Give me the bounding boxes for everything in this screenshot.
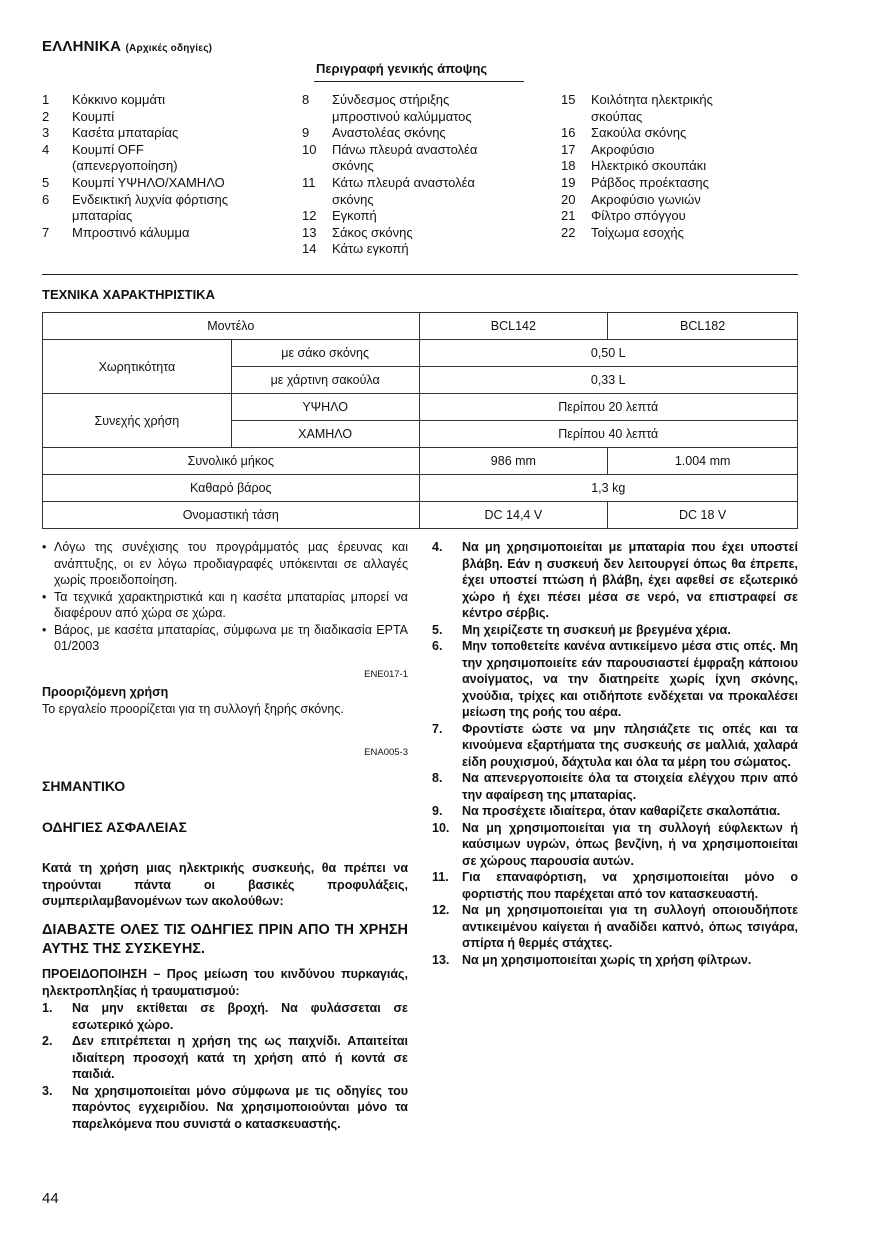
specs-title: ΤΕΧΝΙΚΑ ΧΑΡΑΚΤΗΡΙΣΤΙΚΑ: [42, 287, 215, 302]
part-item: 15 Κοιλότητα ηλεκτρικής σκούπας: [561, 92, 713, 124]
part-item: 2 Κουμπί: [42, 108, 115, 124]
parts-column-3: [561, 92, 798, 241]
part-item: 6 Ενδεικτική λυχνία φόρτισης μπαταρίας: [42, 191, 229, 224]
list-item: • Βάρος, με κασέτα μπαταρίας, σύμφωνα με τη διαδικασία EPTA 01/2003: [42, 622, 408, 653]
part-item: 11 Κάτω πλευρά αναστολέα σκόνης: [302, 174, 475, 207]
notes-list: [42, 539, 408, 655]
voltage-label: Ονομαστική τάση: [43, 502, 420, 529]
model-b: BCL182: [608, 313, 798, 340]
part-item: 16 Σακούλα σκόνης: [561, 125, 687, 141]
table-row: [43, 394, 798, 421]
warning-text: ΠΡΟΕΙΔΟΠΟΙΗΣΗ – Προς μείωση του κινδύνου πυρκαγιάς, ηλεκτροπληξίας ή τραυματισμού:: [42, 967, 408, 998]
list-item: • Λόγω της συνέχισης του προγράμματός μας έρευνας και ανάπτυξης, οι εν λόγω προδιαγραφές υπόκεινται σε αλλαγές χωρίς προειδοποίηση.: [42, 540, 408, 587]
part-item: 9 Αναστολέας σκόνης: [302, 125, 446, 141]
length-label: Συνολικό μήκος: [43, 448, 420, 475]
high-value: Περίπου 20 λεπτά: [419, 394, 797, 421]
overview-underline: [314, 81, 524, 82]
language-title: ΕΛΛΗΝΙΚΑ: [42, 38, 122, 55]
capacity-bag-label: με σάκο σκόνης: [231, 340, 419, 367]
part-item: 22 Τοίχωμα εσοχής: [561, 224, 684, 240]
part-item: 17 Ακροφύσιο: [561, 141, 655, 157]
part-item: 5 Κουμπί ΥΨΗΛΟ/ΧΑΜΗΛΟ: [42, 174, 225, 190]
list-item: • Τα τεχνικά χαρακτηριστικά και η κασέτα μπαταρίας μπορεί να διαφέρουν από χώρα σε χώρα.: [42, 589, 408, 620]
part-item: 8 Σύνδεσμος στήριξης μπροστινού καλύμματος: [302, 92, 472, 124]
list-item: 10. Να μη χρησιμοποιείται για τη συλλογή εύφλεκτων ή καύσιμων υγρών, όπως βενζίνη, ή να χρησιμοποιείται σε χώρους παρουσία αυτών.: [432, 820, 798, 868]
list-item: 5. Μη χειρίζεστε τη συσκευή με βρεγμένα χέρια.: [432, 622, 731, 637]
important-heading: ΣΗΜΑΝΤΙΚΟ: [42, 778, 126, 794]
part-item: 7 Μπροστινό κάλυμμα: [42, 224, 190, 240]
part-item: 14 Κάτω εγκοπή: [302, 241, 409, 257]
part-item: 18 Ηλεκτρικό σκουπάκι: [561, 158, 707, 174]
safety-intro: Κατά τη χρήση μιας ηλεκτρικής συσκευής, θα πρέπει να τηρούνται πάντα οι βασικές προφυλάξεις, συμπεριλαμβανομένων των ακολούθων:: [42, 861, 408, 908]
list-item: 7. Φροντίστε ώστε να μην πλησιάζετε τις οπές και τα κινούμενα εξαρτήματα της συσκευής σε μαλλιά, χαλαρά είδη ρουχισμού, δάχτυλα και όλα τα μέρη του σώματος.: [432, 721, 798, 769]
part-item: 19 Ράβδος προέκτασης: [561, 174, 709, 190]
model-label: Μοντέλο: [43, 313, 420, 340]
list-item: 12. Να μη χρησιμοποιείται για τη συλλογή οποιουδήποτε αντικειμένου καίγεται ή αναδίδει καπνό, όπως τσιγάρα, σπίρτα ή θερμές στάχτες.: [432, 903, 798, 950]
intended-use: [42, 684, 408, 717]
list-item: 9. Να προσέχετε ιδιαίτερα, όταν καθαρίζετε σκαλοπάτια.: [432, 804, 781, 818]
language-heading: [42, 38, 212, 55]
part-item: 21 Φίλτρο σπόγγου: [561, 208, 686, 224]
language-subtitle: (Αρχικές οδηγίες): [125, 43, 213, 54]
table-row: [43, 448, 798, 475]
part-item: 10 Πάνω πλευρά αναστολέα σκόνης: [302, 141, 478, 174]
capacity-paper-label: με χάρτινη σακούλα: [231, 367, 419, 394]
capacity-label: Χωρητικότητα: [43, 340, 232, 394]
intended-title: Προοριζόμενη χρήση: [42, 685, 169, 699]
overview-title: Περιγραφή γενικής άποψης: [316, 61, 488, 76]
doc-code: ENE017-1: [364, 669, 408, 680]
voltage-a: DC 14,4 V: [419, 502, 608, 529]
low-label: ΧΑΜΗΛΟ: [231, 421, 419, 448]
page-number: 44: [42, 1190, 59, 1207]
part-item: 4 Κουμπί OFF (απενεργοποίηση): [42, 141, 178, 174]
voltage-b: DC 18 V: [608, 502, 798, 529]
list-item: 6. Μην τοποθετείτε κανένα αντικείμενο μέσα στις οπές. Μη την χρησιμοποιείτε εάν παρουσιαστεί έμφραξη κάποιου ανοίγματος, να την διατηρείτε χωρίς ίχνη σκόνης, χνούδια, τρίχες και οτιδήποτε ενδέχεται να προκαλέσει μείωση της ροής του αέρα.: [432, 639, 798, 719]
list-item: 3. Να χρησιμοποιείται μόνο σύμφωνα με τις οδηγίες του παρόντος εγχειριδίου. Να χρησιμοποιούνται μόνο τα παρελκόμενα που συνιστά ο κατασκευαστής.: [42, 1083, 408, 1131]
list-item: 2. Δεν επιτρέπεται η χρήση της ως παιχνίδι. Απαιτείται ιδιαίτερη προσοχή κατά τη χρήση από ή κοντά σε παιδιά.: [42, 1034, 408, 1081]
list-item: 11. Για επαναφόρτιση, να χρησιμοποιείται μόνο ο φορτιστής που παρέχεται από τον κατασκευαστή.: [432, 870, 798, 901]
doc-code: ENA005-3: [364, 747, 408, 758]
weight-value: 1,3 kg: [419, 475, 797, 502]
list-item: 4. Να μη χρησιμοποιείται με μπαταρία που έχει υποστεί βλάβη. Εάν η συσκευή δεν λειτουργεί όπως θα έπρεπε, έχει υποστεί πτώση ή βλάβη, έχει αφεθεί σε εξωτερικό χώρο ή έχει πέσει μέσα σε νερό, να επιστραφεί σε κέντρο σέρβις.: [432, 540, 798, 620]
table-row: [43, 502, 798, 529]
capacity-paper-value: 0,33 L: [419, 367, 797, 394]
capacity-bag-value: 0,50 L: [419, 340, 797, 367]
length-b: 1.004 mm: [608, 448, 798, 475]
continuous-label: Συνεχής χρήση: [43, 394, 232, 448]
read-all-heading: ΔΙΑΒΑΣΤΕ ΟΛΕΣ ΤΙΣ ΟΔΗΓΙΕΣ ΠΡΙΝ ΑΠΟ ΤΗ ΧΡΗΣΗ ΑΥΤΗΣ ΤΗΣ ΣΥΣΚΕΥΗΣ.: [42, 922, 408, 957]
low-value: Περίπου 40 λεπτά: [419, 421, 797, 448]
length-a: 986 mm: [419, 448, 608, 475]
specs-table: [42, 312, 798, 529]
weight-label: Καθαρό βάρος: [43, 475, 420, 502]
list-item: 8. Να απενεργοποιείτε όλα τα στοιχεία ελέγχου πριν από την αφαίρεση της μπαταρίας.: [432, 771, 798, 802]
part-item: 13 Σάκος σκόνης: [302, 224, 413, 240]
table-row: [43, 475, 798, 502]
rules-right: [432, 539, 798, 968]
high-label: ΥΨΗΛΟ: [231, 394, 419, 421]
list-item: 13. Να μη χρησιμοποιείται χωρίς τη χρήση φίλτρων.: [432, 952, 752, 967]
list-item: 1. Να μην εκτίθεται σε βροχή. Να φυλάσσεται σε εσωτερικό χώρο.: [42, 1001, 408, 1032]
parts-column-1: [42, 92, 282, 241]
table-row: [43, 313, 798, 340]
safety-heading: ΟΔΗΓΙΕΣ ΑΣΦΑΛΕΙΑΣ: [42, 819, 187, 835]
table-row: [43, 340, 798, 367]
part-item: 20 Ακροφύσιο γωνιών: [561, 191, 701, 207]
section-divider: [42, 274, 798, 275]
part-item: 3 Κασέτα μπαταρίας: [42, 125, 179, 141]
rules-left: [42, 1000, 408, 1132]
part-item: 1 Κόκκινο κομμάτι: [42, 92, 166, 107]
part-item: 12 Εγκοπή: [302, 208, 377, 224]
parts-column-2: [302, 92, 522, 258]
intended-text: Το εργαλείο προορίζεται για τη συλλογή ξηρής σκόνης.: [42, 701, 344, 716]
model-a: BCL142: [419, 313, 608, 340]
